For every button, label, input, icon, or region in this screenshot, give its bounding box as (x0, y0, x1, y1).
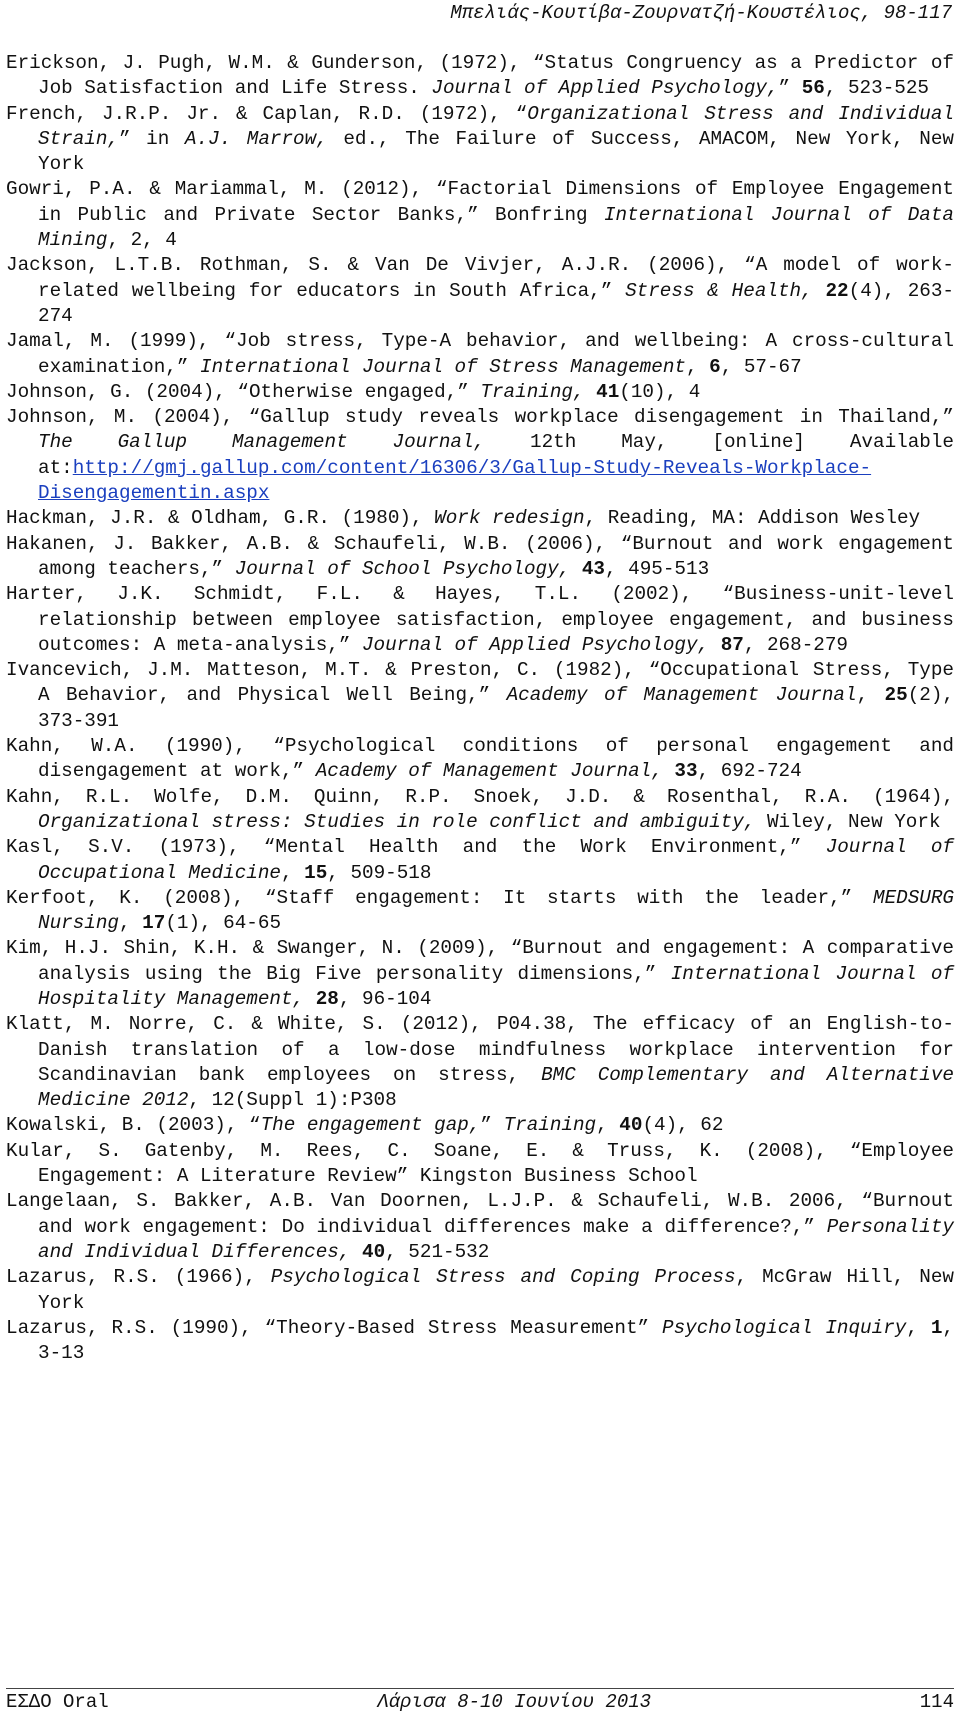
reference-text: Organizational Stress and Individual Strain, (38, 102, 954, 150)
reference-text: International Journal of Stress Management (200, 355, 686, 378)
reference-text: Journal of Occupational Medicine (38, 836, 954, 884)
reference-entry (6, 835, 954, 886)
reference-text (304, 988, 316, 1010)
reference-text: Kahn, W.A. (1990), “Psychological conditions of personal engagement and disengagement at work,” (6, 735, 954, 783)
reference-text: (4), 62 (642, 1114, 724, 1137)
reference-text: The engagement gap, (260, 1114, 481, 1137)
reference-text (585, 381, 597, 403)
reference-text: , (280, 861, 305, 884)
reference-text: 43 (581, 557, 605, 580)
reference-text: BMC Complementary and Alternative Medicine 2012 (38, 1063, 954, 1112)
reference-text: , 521-532 (385, 1240, 490, 1263)
reference-text: Jamal, M. (1999), “Job stress, Type-A behavior, and wellbeing: A cross-cultural examination,” (6, 330, 954, 378)
reference-text: Johnson, M. (2004), “Gallup study reveals workplace disengagement in Thailand,” (6, 406, 954, 429)
reference-text: Gowri, P.A. & Mariammal, M. (2012), “Factorial Dimensions of Employee Engagement in Public and Private Sector Banks,” Bonfring (6, 178, 954, 226)
reference-text: Johnson, G. (2004), “Otherwise engaged,” (6, 380, 481, 403)
reference-text: , Reading, MA: Addison Wesley (584, 507, 921, 530)
reference-text: , (856, 684, 885, 707)
reference-text: ” (778, 77, 802, 100)
reference-text: , 692-724 (697, 760, 802, 783)
reference-text: ed., The Failure of Success, AMACOM, New York, New York (38, 127, 954, 176)
reference-entry (6, 658, 954, 734)
reference-text: , 12(Suppl 1):P308 (188, 1089, 397, 1112)
reference-text: Kowalski, B. (2003), “ (6, 1114, 261, 1137)
reference-entry (6, 329, 954, 380)
reference-entry (6, 51, 954, 102)
reference-text: Academy of Management Journal (506, 684, 857, 707)
reference-entry (6, 582, 954, 658)
reference-text: 33 (674, 760, 698, 783)
reference-text: International Journal of Data Mining (38, 203, 954, 252)
reference-text: ” in (119, 127, 185, 150)
reference-text: French, J.R.P. Jr. & Caplan, R.D. (1972), “ (6, 102, 528, 125)
reference-text: Lazarus, R.S. (1966), (6, 1266, 271, 1289)
page-footer (6, 1688, 954, 1713)
reference-text (663, 760, 675, 782)
reference-text: Klatt, M. Norre, C. & White, S. (2012), P04.38, The efficacy of an English-to-Danish translation of a low-dose mindfulness workplace intervention for Scandinavian bank employees on stress, (6, 1013, 954, 1086)
reference-text: Psychological Inquiry (662, 1316, 907, 1339)
footer-location-date: Λάρισα 8-10 Ιουνίου 2013 (377, 1691, 652, 1713)
reference-entry (6, 1012, 954, 1113)
reference-entry (6, 1189, 954, 1265)
reference-text: Work redesign (434, 507, 585, 530)
reference-entry (6, 1316, 954, 1367)
reference-text: Personality and Individual Differences, (38, 1215, 954, 1263)
reference-text: 28 (315, 987, 339, 1010)
reference-text: (10), 4 (619, 380, 701, 403)
reference-text: Wiley, New York (755, 810, 941, 833)
reference-text: , 96-104 (338, 987, 432, 1010)
reference-entry (6, 405, 954, 506)
reference-text: 25 (884, 684, 908, 707)
reference-text: Organizational stress: Studies in role conflict and ambiguity, (38, 810, 756, 833)
reference-text: , (685, 355, 710, 378)
reference-link[interactable]: http://gmj.gallup.com/content/16306/3/Gallup-Study-Reveals-Workplace-Disengagementin.aspx (38, 456, 872, 505)
reference-text: , 3-13 (38, 1316, 954, 1365)
reference-text: Langelaan, S. Bakker, A.B. Van Doornen, L.J.P. & Schaufeli, W.B. 2006, “Burnout and work engagement: Do individual differences make a difference?,” (6, 1190, 954, 1238)
reference-text: MEDSURG Nursing (38, 886, 954, 935)
reference-entry (6, 1139, 954, 1190)
reference-text: , (596, 1114, 620, 1137)
reference-entry (6, 532, 954, 583)
reference-text: Stress & Health, (625, 279, 813, 302)
reference-text: , 509-518 (327, 861, 432, 884)
reference-text: Harter, J.K. Schmidt, F.L. & Hayes, T.L. (2002), “Business-unit-level relationship between employee satisfaction, employee engagement, and business outcomes: A meta-analysis,” (6, 583, 954, 656)
reference-entry (6, 1265, 954, 1316)
reference-text: 17 (142, 912, 166, 935)
reference-text: Erickson, J. Pugh, W.M. & Gunderson, (1972), “Status Congruency as a Predictor of Job Satisfaction and Life Stress. (6, 52, 954, 100)
reference-text: 87 (720, 633, 744, 656)
reference-text: (1), 64-65 (165, 912, 282, 935)
reference-text: Training (503, 1114, 597, 1137)
reference-text: , 523-525 (824, 77, 929, 100)
reference-text: 15 (304, 861, 328, 884)
reference-text: , McGraw Hill, New York (38, 1266, 954, 1314)
reference-text: , 2, 4 (107, 229, 177, 252)
reference-text: The Gallup Management Journal, (38, 431, 486, 454)
reference-entry (6, 886, 954, 937)
reference-text: Journal of Applied Psychology, (361, 633, 710, 656)
reference-text: Lazarus, R.S. (1990), “Theory-Based Stress Measurement” (6, 1316, 663, 1339)
reference-text: 41 (596, 380, 620, 403)
reference-text: Kerfoot, K. (2008), “Staff engagement: It starts with the leader,” (6, 886, 873, 909)
reference-text: 12th May, [online] Available at: (38, 431, 954, 479)
page-number: 114 (919, 1691, 954, 1713)
reference-entry (6, 253, 954, 329)
reference-entry (6, 177, 954, 253)
reference-text: A.J. Marrow, (184, 127, 328, 150)
reference-text: , (119, 912, 143, 935)
reference-text: , 495-513 (605, 557, 710, 580)
reference-text: 6 (709, 355, 721, 378)
reference-text: Journal of Applied Psychology, (431, 77, 779, 100)
reference-text: (2), 373-391 (38, 684, 954, 732)
reference-entry (6, 936, 954, 1012)
reference-entry (6, 380, 954, 405)
running-head: Μπελιάς-Κουτίβα-Ζουρνατζή-Κουστέλιος, 98-117 (450, 2, 952, 24)
reference-text: Kahn, R.L. Wolfe, D.M. Quinn, R.P. Snoek, J.D. & Rosenthal, R.A. (1964), (6, 785, 954, 808)
reference-text: Kasl, S.V. (1973), “Mental Health and the Work Environment,” (6, 836, 826, 859)
reference-text: Hackman, J.R. & Oldham, G.R. (1980), (6, 507, 435, 530)
reference-text (813, 280, 826, 302)
reference-text: Kim, H.J. Shin, K.H. & Swanger, N. (2009), “Burnout and engagement: A comparative analysis using the Big Five personality dimensions,” (6, 937, 954, 985)
reference-text (709, 634, 721, 656)
reference-text: 1 (930, 1316, 943, 1339)
reference-entry (6, 1113, 954, 1138)
reference-text: , (906, 1316, 931, 1339)
reference-text: 22 (825, 279, 849, 302)
reference-entry (6, 734, 954, 785)
reference-text: International Journal of Hospitality Management, (38, 962, 954, 1010)
reference-text (570, 558, 582, 580)
reference-text: 40 (619, 1114, 643, 1137)
reference-text: Jackson, L.T.B. Rothman, S. & Van De Vivjer, A.J.R. (2006), “A model of work-related wellbeing for educators in South Africa,” (6, 254, 954, 302)
reference-text: Journal of School Psychology, (234, 557, 571, 580)
reference-text: , 268-279 (743, 633, 848, 656)
reference-text: Academy of Management Journal, (315, 760, 663, 783)
reference-text: 56 (801, 77, 825, 100)
reference-text: (4), 263-274 (38, 279, 954, 327)
reference-entry (6, 785, 954, 836)
footer-conference: ΕΣΔΟ Oral (6, 1691, 109, 1713)
reference-text (350, 1241, 362, 1263)
reference-text: Kular, S. Gatenby, M. Rees, C. Soane, E. & Truss, K. (2008), “Employee Engagement: A Literature Review” Kingston Business School (6, 1139, 954, 1188)
reference-entry (6, 102, 954, 178)
reference-entry (6, 506, 954, 531)
reference-text: ” (480, 1114, 504, 1137)
reference-text: Hakanen, J. Bakker, A.B. & Schaufeli, W.B. (2006), “Burnout and work engagement among teachers,” (6, 532, 954, 580)
reference-text: Training, (480, 380, 585, 403)
reference-text: Psychological Stress and Coping Process (270, 1266, 736, 1289)
reference-list (6, 51, 954, 1366)
reference-text: , 57-67 (720, 355, 802, 378)
reference-text: 40 (362, 1240, 386, 1263)
reference-text: Ivancevich, J.M. Matteson, M.T. & Preston, C. (1982), “Occupational Stress, Type A Behavior, and Physical Well Being,” (6, 659, 954, 707)
